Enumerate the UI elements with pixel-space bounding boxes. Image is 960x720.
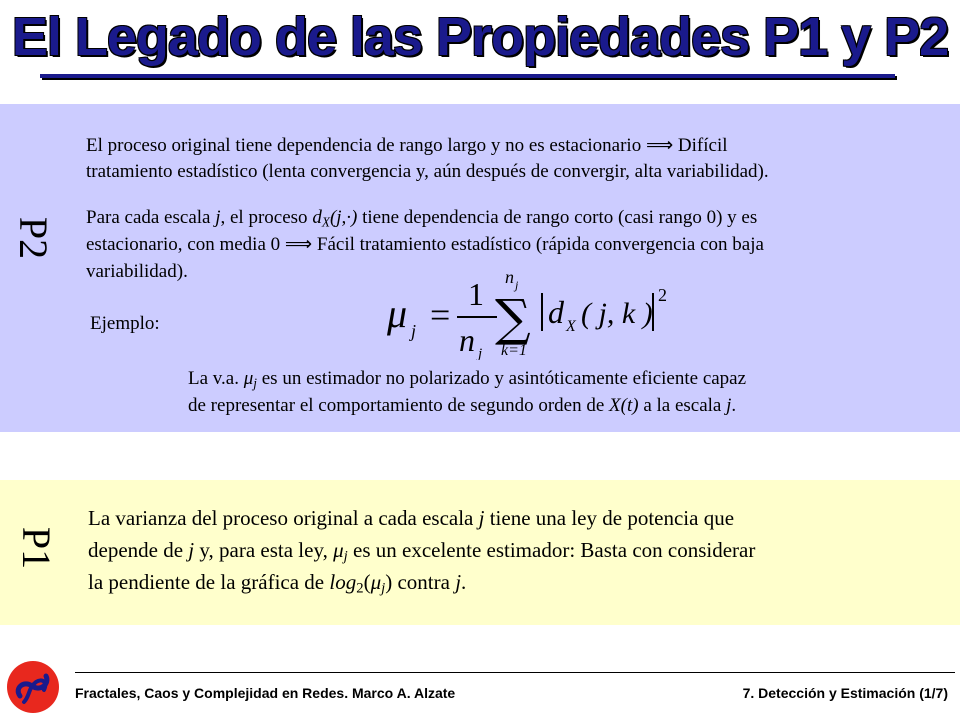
formula-mu-sub: j [411,321,417,341]
formula-power: 2 [658,285,667,305]
slide-title: El Legado de las Propiedades P1 y P2 [11,7,949,67]
formula-mu: μ [387,291,408,336]
formula-den-sub: j [478,346,483,360]
p2-line1: El proceso original tiene dependencia de rango largo y no es estacionario ⟹ Difícil [86,135,728,156]
formula-sum-top-sub: j [515,278,519,292]
p2-line5: variabilidad). [86,261,188,282]
estimator-line2: de representar el comportamiento de segundo orden de X(t) a la escala j. [188,395,737,416]
p1-label: P1 [14,526,60,570]
estimator-line1: La v.a. $\mu_j$ es un estimador no polarizado y asintóticamente eficiente capaz [188,368,747,391]
footer-divider [75,672,955,673]
formula-d-sub: X [566,318,576,335]
formula-sum: ∑ [495,289,531,347]
p2-line2: tratamiento estadístico (lenta convergencia y, aún después de convergir, alta variabilidad). [86,161,769,182]
formula-sum-top: n [505,267,514,287]
p1-line2: depende de j y, para esta ley, $\mu_j$ es un excelente estimador: Basta con considerar [88,538,756,565]
p1-line3: la pendiente de la gráfica de $\log_2(\mu_j)$ contra j. [88,570,467,597]
p1-line1: La varianza del proceso original a cada escala j tiene una ley de potencia que [88,506,735,530]
title-underline [40,74,895,78]
mu-formula [385,265,675,360]
formula-den: n [459,322,475,358]
formula-eq: = [430,295,451,335]
formula-args: ( j, k ) [581,297,653,330]
footer-left: Fractales, Caos y Complejidad en Redes. Marco A. Alzate [75,685,456,701]
footer-right: 7. Detección y Estimación (1/7) [742,685,948,701]
example-label: Ejemplo: [90,313,160,334]
logo-icon [6,660,60,714]
p2-label: P2 [11,216,57,260]
p2-line4: estacionario, con media 0 ⟹ Fácil tratamiento estadístico (rápida convergencia con baja [86,234,764,255]
formula-num: 1 [468,276,484,312]
formula-sum-bottom: k=1 [501,342,527,359]
p2-line3: Para cada escala j, el proceso $d_X(j,\cdot)$ tiene dependencia de rango corto (casi rango 0) y es [86,207,758,230]
formula-d: d [548,294,564,330]
